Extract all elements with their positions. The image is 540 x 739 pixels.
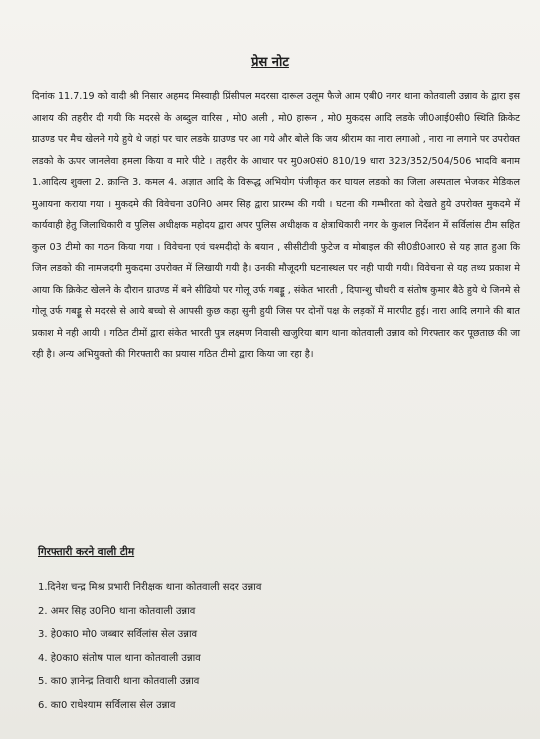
team-heading: गिरफ्तारी करने वाली टीम [38, 546, 135, 558]
page-title: प्रेस नोट [251, 55, 289, 70]
team-member: 2. अमर सिह उ0नि0 थाना कोतवाली उन्नाव [38, 605, 196, 617]
team-member: 6. का0 राधेश्याम सर्विलास सेल उन्नाव [38, 699, 176, 711]
team-member: 3. हे0का0 मो0 जब्बार सर्विलांस सेल उन्नाव [38, 629, 198, 641]
press-note-body: दिनांक 11.7.19 को वादी श्री निसार अहमद मिस्वाही प्रिंसीपल मदरसा दारूल उलूम फैजे आम एबी0 नगर थाना कोतवाली उन्नाव के द्वारा इस आशय की तहरीर दी गयी कि मदरसे के अब्दुल वारिस , मो0 अली , मो0 हारून , मो0 मुकदस आदि लडके जी0आई0सी0 स्थिति क्रिकेट ग्राउण्ड पर मैच खेलने गये हुये थे जहां पर चार लडके ग्राउण्ड पर आ गये और बोले कि जय श्रीराम का नारा लगाओ , नारा ना लगाने पर उपरोक्त लडको के ऊपर जानलेवा हमला किया व मारे पीटे । तहरीर के आधार पर मु0अ0सं0 810/19 धारा 323/352/504/506 भादवि बनाम 1.आदित्य शुक्ला 2. क्रान्ति 3. कमल 4. अज्ञात आदि के विरूद्ध अभियोग पंजीकृत कर घायल लडको का जिला अस्पताल भेजकर मेडिकल मुआयना कराया गया । मुकदमे की विवेचना उ0नि0 अमर सिह द्वारा प्रारम्भ की गयी । घटना की गम्भीरता को देखते हुये उपरोक्त मुकदमे में कार्यवाही हेतु जिलाधिकारी व पुलिस अधीक्षक महोदय द्वारा अपर पुलिस अधीक्षक व क्षेत्राधिकारी नगर के कुशल निर्देशन में सर्विलांस टीम सहित कुल 03 टीमो का गठन किया गया । विवेचना एवं चश्मदीदो के बयान , सीसीटीवी फुटेज व मोबाइल की सी0डी0आर0 से यह ज्ञात हुआ कि जिन लडको की नामजदगी मुकदमा उपरोक्त में लिखायी गयी है। उनकी मौजूदगी घटनास्थल पर नही पायी गयी। विवेचना से यह तथ्य प्रकाश मे आया कि क्रिकेट खेलने के दौरान ग्राउण्ड में बने सीढियो पर गोलू उर्फ गबड्डू , संकेत भारती , दिपान्शु चौधरी व संतोष कुमार बैठे हुये थे जिनमे से गोलू उर्फ गबड्डू से मदरसे से आये बच्चो से आपसी कुछ कहा सुनी हुयी जिस पर दोनों पक्ष के लड़कों में मारपीट हुई। नारा आदि लगाने की बात प्रकाश मे नही आयी । गठित टीमों द्वारा संकेत भारती पुत्र लक्ष्मण निवासी खजुरिया बाग थाना कोतवाली उन्नाव को गिरफ्तार कर पूछताछ की जा रही है। अन्य अभियुक्तो की गिरफ्तारी का प्रयास गठित टीमो द्वारा किया जा रहा है। [32, 91, 520, 360]
team-member: 5. का0 ज्ञानेन्द्र तिवारी थाना कोतवाली उन्नाव [38, 676, 200, 688]
team-member: 4. हे0का0 संतोष पाल थाना कोतवाली उन्नाव [38, 652, 201, 664]
team-list [38, 576, 261, 718]
team-member: 1.दिनेश चन्द्र मिश्र प्रभारी निरीक्षक थाना कोतवाली सदर उन्नाव [38, 582, 262, 593]
